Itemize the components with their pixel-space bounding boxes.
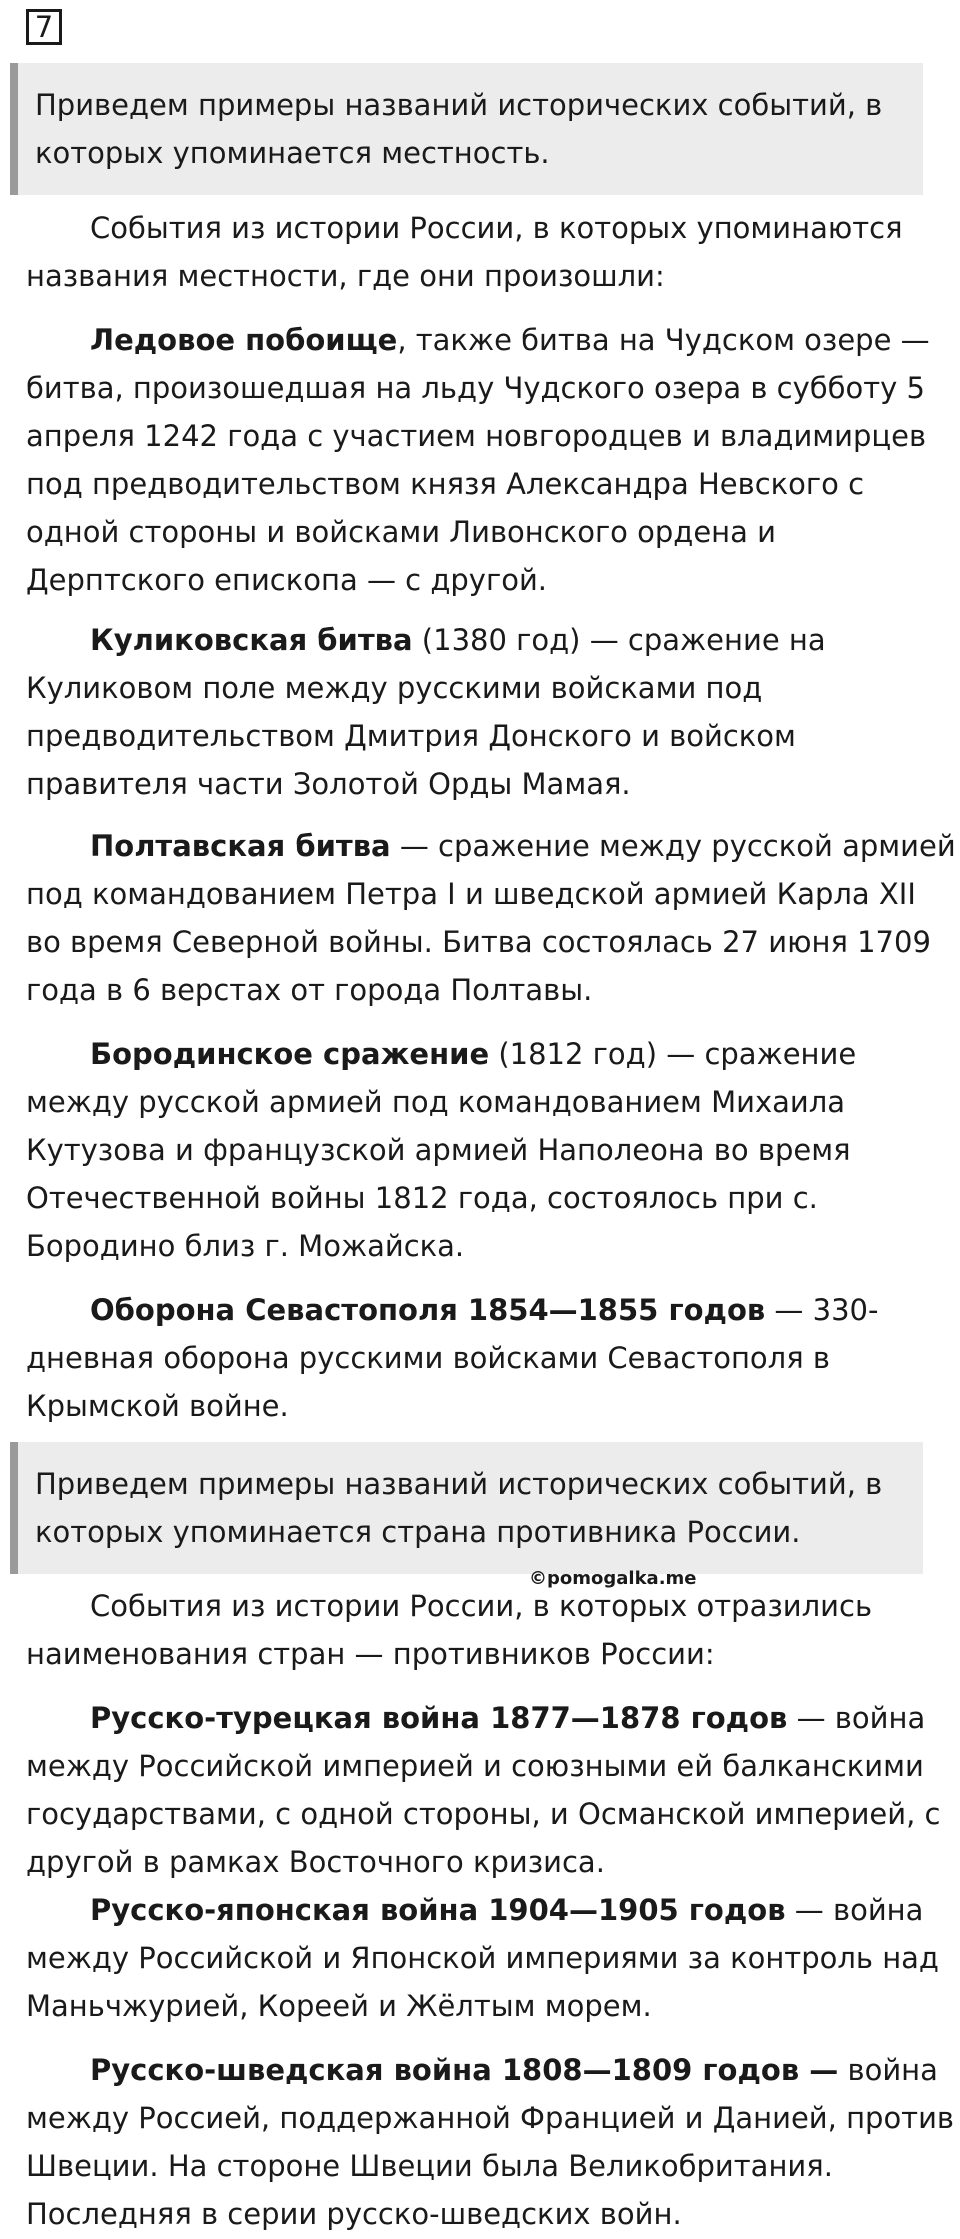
event-text: — 330-дневная оборона русскими войсками Севастополя в Крымской войне. — [26, 1293, 879, 1423]
event-text: (1380 год) — сражение на Куликовом поле между русскими войсками под предводительством Дмитрия Донского и войском правителя части Золотой Орды Мамая. — [26, 623, 826, 801]
callout-enemy-country — [10, 1442, 923, 1574]
intro-locality: События из истории России, в которых упоминаются названия местности, где они произошли: — [26, 211, 903, 293]
event-text: (1812 год) — сражение между русской армией под командованием Михаила Кутузова и французской армией Наполеона во время Отечественной войны 1812 года, состоялось при с. Бородино близ г. Можайска. — [26, 1037, 857, 1263]
event-title: Полтавская битва — [90, 829, 391, 863]
callout-locality-text: Приведем примеры названий исторических событий, в которых упоминается местность. — [35, 88, 883, 170]
event-borodino — [26, 1030, 956, 1270]
task-number: 7 — [34, 10, 54, 44]
event-text: — война между Российской и Японской империями за контроль над Маньчжурией, Кореей и Жёлтым морем. — [26, 1893, 939, 2023]
event-russo-japanese — [26, 1886, 956, 2030]
callout-enemy-country-text: Приведем примеры названий исторических событий, в которых упоминается страна противника России. — [35, 1467, 883, 1549]
intro-enemy-country: События из истории России, в которых отразились наименования стран — противников России: — [26, 1589, 873, 1671]
callout-locality — [10, 63, 923, 195]
watermark: ©pomogalka.me — [529, 1568, 697, 1589]
event-text: война между Россией, поддержанной Францией и Данией, против Швеции. На стороне Швеции была Великобритания. Последняя в серии русско-шведских войн. — [26, 2053, 955, 2231]
event-russo-swedish — [26, 2046, 956, 2238]
event-text: , также битва на Чудском озере — битва, произошедшая на льду Чудского озера в субботу 5 апреля 1242 года с участием новгородцев и владимирцев под предводительством князя Александра Невского с одной стороны и войсками Ливонского ордена и Дерптского епископа — с другой. — [26, 323, 930, 597]
event-sevastopol — [26, 1286, 956, 1430]
task-number-box — [26, 9, 62, 45]
event-title: Русско-шведская война 1808—1809 годов — — [90, 2053, 839, 2087]
event-title: Ледовое побоище — [90, 323, 398, 357]
event-text: — сражение между русской армией под командованием Петра I и шведской армией Карла XII во время Северной войны. Битва состоялась 27 июня 1709 года в 6 верстах от города Полтавы. — [26, 829, 956, 1007]
event-title: Бородинское сражение — [90, 1037, 490, 1071]
event-title: Русско-турецкая война 1877—1878 годов — [90, 1701, 788, 1735]
event-title: Куликовская битва — [90, 623, 413, 657]
event-russo-turkish — [26, 1694, 956, 1886]
event-ice-battle — [26, 316, 956, 604]
event-kulikovo — [26, 616, 956, 808]
event-text: — война между Российской империей и союзными ей балканскими государствами, с одной стороны, и Османской империей, с другой в рамках Восточного кризиса. — [26, 1701, 941, 1879]
event-poltava — [26, 822, 956, 1014]
event-title: Оборона Севастополя 1854—1855 годов — [90, 1293, 766, 1327]
event-title: Русско-японская война 1904—1905 годов — [90, 1893, 786, 1927]
